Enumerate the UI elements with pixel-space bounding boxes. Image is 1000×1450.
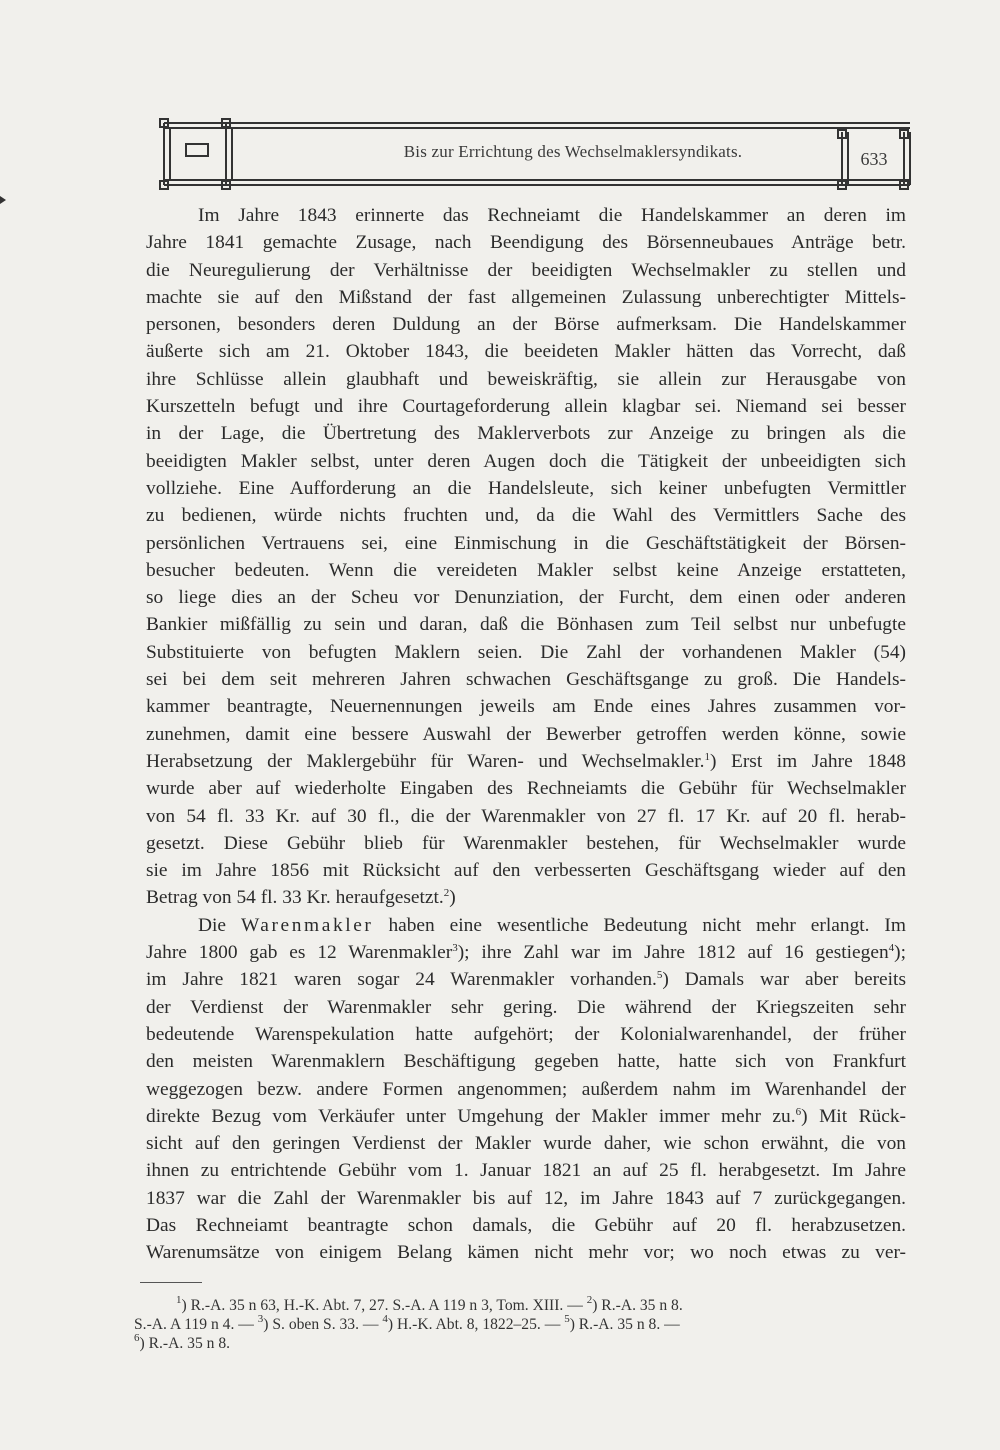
text-line: der Verdienst der Warenmakler sehr gering. Die während der Kriegszeiten sehr [146, 996, 906, 1018]
footnote-text: ) R.-A. 35 n 8. [139, 1335, 231, 1352]
footnote-mark: 1 [176, 1294, 182, 1306]
text-span: ); ihre Zahl war im Jahre 1812 auf 16 gestiegen [457, 942, 889, 964]
text-line: wurde aber auf wiederholte Eingaben des Rechneiamts die Gebühr für Wechselmakler [146, 778, 906, 800]
text-line [146, 939, 906, 966]
text-line [146, 912, 906, 939]
footnote-text: ) H.-K. Abt. 8, 1822–25. — [387, 1316, 565, 1333]
text-line: kammer beantragte, Neuernennungen jeweils am Ende eines Jahres zusammen vor- [146, 696, 906, 718]
text-line: ihnen zu entrichtende Gebühr vom 1. Januar 1821 an auf 25 fl. herabgesetzt. Im Jahre [146, 1160, 906, 1182]
text-span: direkte Bezug vom Verkäufer unter Umgehung der Makler immer mehr zu. [146, 1105, 796, 1127]
footnote-ref[interactable]: 1 [704, 750, 710, 763]
text-line: von 54 fl. 33 Kr. auf 30 fl., die der Warenmakler von 27 fl. 17 Kr. auf 20 fl. herab- [146, 805, 906, 827]
text-line [146, 884, 906, 911]
footnote-line [134, 1334, 909, 1353]
text-line: bedeutende Warenspekulation hatte aufgehört; der Kolonialwarenhandel, der früher [146, 1023, 906, 1045]
footnotes [134, 1296, 909, 1353]
text-line: vollziehe. Eine Aufforderung an die Handelsleute, sich keiner unbefugten Vermittler [146, 477, 906, 499]
text-line: machte sie auf den Mißstand der fast allgemeinen Zulassung unberechtigter Mittels- [146, 286, 906, 308]
text-span: haben eine wesentliche Bedeutung nicht mehr erlangt. Im [373, 914, 906, 936]
text-span: ); [894, 942, 906, 964]
text-line: persönlichen Vertrauens sei, eine Einmischung in die Geschäftstätigkeit der Börsen- [146, 532, 906, 554]
text-span: ) [709, 750, 717, 772]
text-line: in der Lage, die Übertretung des Maklerverbots zur Anzeige zu bringen als die [146, 423, 906, 445]
text-line [146, 748, 906, 775]
page-edge-mark [0, 196, 6, 204]
footnote-ref[interactable]: 4 [888, 942, 895, 955]
footnote-line [134, 1315, 909, 1334]
text-line: zunehmen, damit eine bessere Auswahl der Bewerber getroffen werden könne, sowie [146, 723, 906, 745]
text-line: weggezogen bezw. andere Formen angenommen; außerdem nahm im Warenhandel der [146, 1078, 906, 1100]
footnote-ref[interactable]: 6 [795, 1105, 802, 1118]
text-line: so liege dies an der Scheu vor Denunziation, der Furcht, dem einen oder anderen [146, 587, 906, 609]
text-span: Betrag von 54 fl. 33 Kr. heraufgesetzt. [146, 887, 444, 909]
text-line: Kurszetteln befugt und ihre Courtageforderung allein klagbar sei. Niemand sei besser [146, 396, 906, 418]
footnote-ref[interactable]: 2 [443, 887, 450, 900]
text-line: besucher bedeuten. Wenn die vereideten Makler selbst keine Anzeige erstatteten, [146, 559, 906, 581]
text-span: Jahre 1800 gab es 12 Warenmakler [146, 942, 453, 964]
text-span: im Jahre 1821 waren sogar 24 Warenmakler vorhanden. [146, 969, 657, 991]
text-line: 1837 war die Zahl der Warenmakler bis auf 12, im Jahre 1843 auf 7 zurückgegangen. [146, 1187, 906, 1209]
text-line: sei bei dem seit mehreren Jahren schwachen Geschäftsgange zu groß. Die Handels- [146, 669, 906, 691]
text-line: gesetzt. Diese Gebühr blieb für Warenmakler bestehen, für Wechselmakler wurde [146, 832, 906, 854]
text-span: Die [198, 914, 241, 936]
text-span: Erst im Jahre 1848 [716, 750, 906, 772]
text-span: ) Damals war aber bereits [662, 969, 906, 991]
text-line: ihre Schlüsse allein glaubhaft und beweiskräftig, sie allein zur Herausgabe von [146, 368, 906, 390]
page-number: 633 [860, 149, 888, 169]
text-line: Im Jahre 1843 erinnerte das Rechneiamt die Handelskammer an deren im [198, 205, 906, 226]
footnote-mark: 6 [134, 1332, 140, 1344]
text-span: ) [449, 887, 456, 909]
text-line: sicht auf den geringen Verdienst der Makler wurde daher, wie schon erwähnt, die von [146, 1133, 906, 1155]
footnote-separator [140, 1282, 202, 1283]
text-line: Das Rechneiamt beantragte schon damals, die Gebühr auf 20 fl. herabzusetzen. [146, 1214, 906, 1236]
text-line: Jahre 1841 gemachte Zusage, nach Beendigung des Börsenneubaues Anträge betr. [146, 232, 906, 254]
running-title: Bis zur Errichtung des Wechselmaklersyndikats. [403, 142, 743, 161]
footnote-ref[interactable]: 5 [656, 969, 663, 982]
body-text [146, 202, 906, 1267]
footnote-line [134, 1296, 909, 1315]
text-line: beeidigten Makler selbst, unter deren Augen doch die Tätigkeit der unbeeidigten sich [146, 450, 906, 472]
text-line: die Neuregulierung der Verhältnisse der beeidigten Wechselmakler zu stellen und [146, 259, 906, 281]
text-line: Bankier mißfällig zu sein und daran, daß die Bönhasen zum Teil selbst nur unbefugte [146, 614, 906, 636]
text-line [146, 966, 906, 993]
text-line: Substituierte von befugten Maklern seien. Die Zahl der vorhandenen Makler (54) [146, 641, 906, 663]
text-line: den meisten Warenmaklern Beschäftigung gegeben hatte, hatte sich von Frankfurt [146, 1051, 906, 1073]
text-line: Warenumsätze von einigem Belang kämen nicht mehr vor; wo noch etwas zu ver- [146, 1242, 906, 1264]
text-line: personen, besonders deren Duldung an der Börse aufmerksam. Die Handelskammer [146, 314, 906, 336]
footnote-text: ) R.-A. 35 n 8. [592, 1297, 683, 1314]
text-span: Herabsetzung der Maklergebühr für Waren- und Wechselmakler. [146, 750, 705, 772]
footnote-mark: 4 [382, 1313, 388, 1325]
footnote-text: ) S. oben S. 33. — [263, 1316, 383, 1333]
text-line: sie im Jahre 1856 mit Rücksicht auf den verbesserten Geschäftsgang wieder auf den [146, 860, 906, 882]
text-line: zu bedienen, würde nichts fruchten und, da die Wahl des Vermittlers Sache des [146, 505, 906, 527]
running-header [158, 118, 916, 190]
footnote-mark: 3 [257, 1313, 264, 1325]
text-line [146, 1103, 906, 1130]
footnote-text: ) R.-A. 35 n 63, H.-K. Abt. 7, 27. S.-A. A 119 n 3, Tom. XIII. — [181, 1297, 587, 1314]
footnote-mark: 2 [586, 1294, 593, 1306]
footnote-text: S.-A. A 119 n 4. — [134, 1316, 258, 1333]
emphasized-term: Warenmakler [240, 914, 374, 936]
footnote-mark: 5 [564, 1313, 570, 1325]
text-span: ) Mit Rück- [801, 1105, 906, 1127]
text-line: äußerte sich am 21. Oktober 1843, die beeideten Makler hätten das Vorrecht, daß [146, 341, 906, 363]
footnote-ref[interactable]: 3 [452, 942, 458, 955]
footnote-text: ) R.-A. 35 n 8. — [569, 1316, 680, 1333]
